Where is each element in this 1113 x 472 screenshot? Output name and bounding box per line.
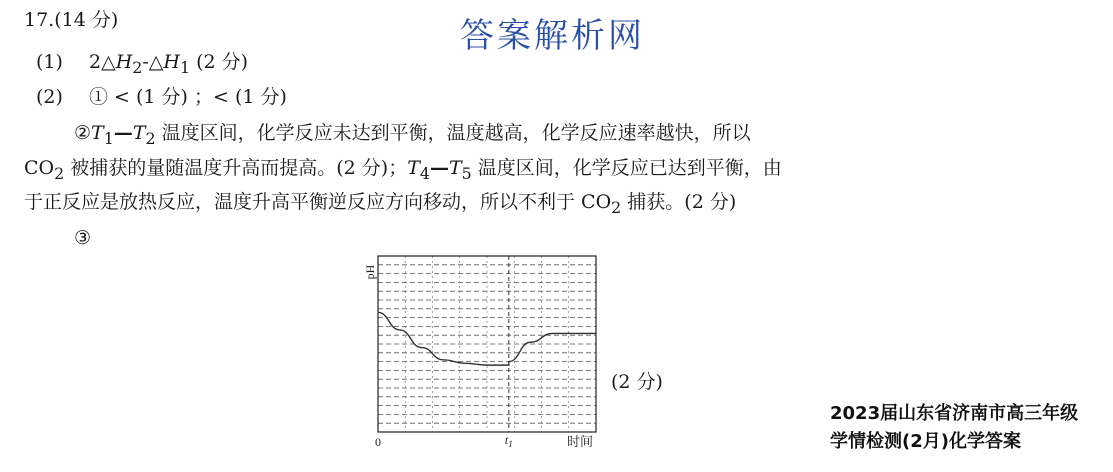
answer2-text-c: 温度区间，化学反应已达到平衡，由 [471, 157, 782, 179]
t1-sub: 1 [103, 128, 114, 148]
part2-answer2-line2 [24, 156, 782, 186]
h2-sub: 2 [132, 57, 143, 77]
question-score: (14 分) [54, 9, 119, 31]
answer2-text-e: 捕获。(2 分) [621, 191, 737, 213]
part2-line1 [36, 85, 287, 109]
h2-var: H [115, 51, 133, 73]
question-header [24, 8, 118, 32]
co2-sub-b: 2 [611, 197, 622, 217]
t5-sub: 5 [461, 163, 472, 183]
x-axis-label: 时间 [566, 434, 594, 449]
chart-grid [378, 256, 596, 432]
ph-time-chart [356, 252, 616, 452]
h1-var: H [163, 51, 180, 73]
co2-sub-a: 2 [54, 163, 65, 183]
t1-label-sub: 1 [508, 439, 513, 449]
part2-answer2-line3 [24, 190, 736, 220]
source-caption [830, 400, 1078, 456]
t4-sub: 4 [419, 163, 430, 183]
co2-a: CO [24, 157, 55, 179]
dash2: — [429, 157, 449, 179]
t4-var: T [407, 157, 420, 179]
source-line1: 2023届山东省济南市高三年级 [830, 403, 1079, 424]
y-axis-label: pH [363, 264, 377, 280]
watermark: 答案解析网 [460, 16, 645, 56]
h1-sub: 1 [180, 57, 191, 77]
t1-label [505, 433, 513, 449]
part2-label: (2) [36, 86, 63, 108]
x-origin-label: 0 [375, 435, 381, 449]
answer3-marker: ③ [74, 227, 92, 249]
part1-line [36, 50, 248, 80]
answer3-score: (2 分) [611, 371, 663, 393]
t1-var: T [91, 122, 104, 144]
part1-score: (2 分) [196, 51, 249, 73]
dash1: — [113, 122, 133, 144]
t1-label-var: t [504, 433, 509, 447]
source-line2: 学情检测(2月)化学答案 [830, 431, 1021, 452]
t5-var: T [448, 157, 462, 179]
question-number: 17. [24, 9, 55, 31]
part2-answer1: ① < (1 分) ；< (1 分) [89, 86, 287, 108]
part1-expr-prefix: 2△ [89, 51, 116, 73]
t2-sub: 2 [145, 128, 156, 148]
answer2-text-a: 温度区间，化学反应未达到平衡，温度越高，化学反应速率越快，所以 [155, 122, 751, 144]
answer2-text-d: 于正反应是放热反应，温度升高平衡逆反应方向移动，所以不利于 [24, 191, 582, 213]
answer2-text-b: 被捕获的量随温度升高而提高。(2 分)； [64, 157, 408, 179]
part1-label: (1) [36, 51, 63, 73]
part2-answer2-line1 [74, 121, 751, 151]
part1-mid: -△ [142, 51, 164, 73]
answer2-marker: ② [74, 122, 92, 144]
t2-var: T [132, 122, 146, 144]
co2-b: CO [581, 191, 612, 213]
